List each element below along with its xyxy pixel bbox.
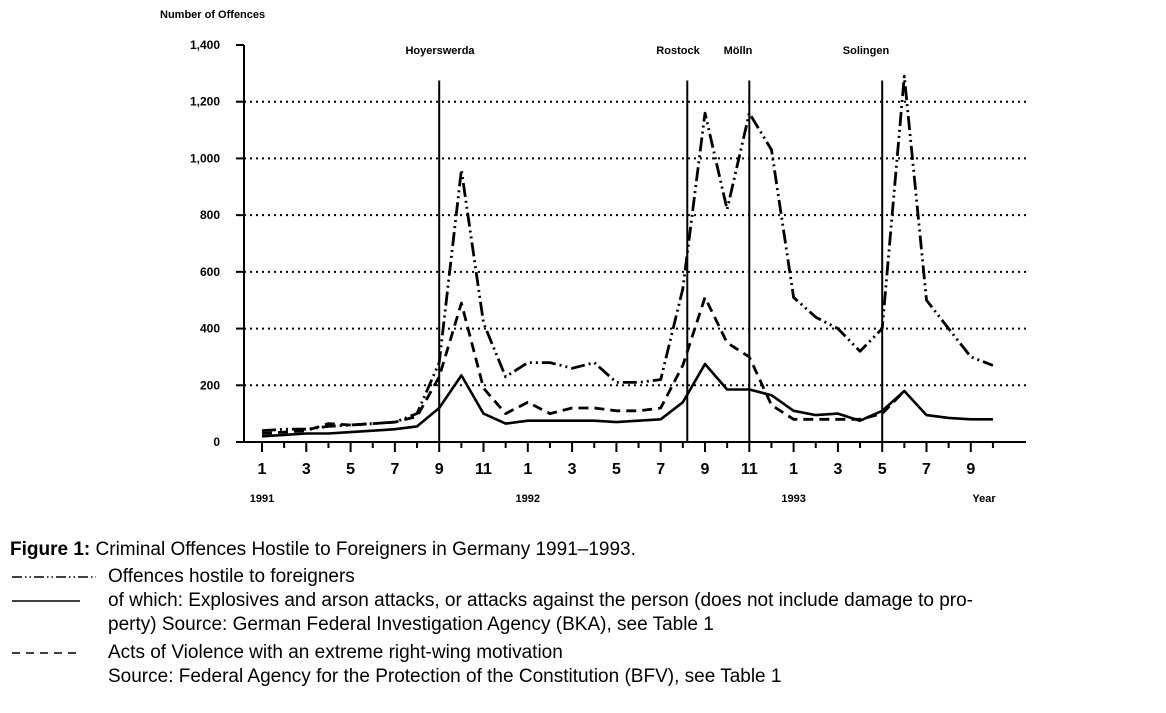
gridlines — [244, 102, 1026, 386]
event-label: Mölln — [723, 45, 753, 57]
y-tick-label: 600 — [199, 264, 220, 279]
x-axis-label: Year — [972, 493, 996, 505]
legend-right-wing-text-line2: Source: Federal Agency for the Protection of the Constitution (BFV), see Table 1 — [108, 666, 782, 687]
y-tick-label: 1,000 — [189, 151, 220, 166]
series-lines — [262, 76, 993, 436]
x-tick-label: 7 — [390, 461, 400, 478]
x-tick-label: 5 — [611, 461, 621, 478]
figure-label: Figure 1: — [10, 539, 91, 560]
legend-sample-right-wing — [12, 644, 82, 660]
legend-hostile-text: Offences hostile to foreigners — [108, 566, 355, 587]
y-tick-label: 800 — [199, 208, 220, 223]
x-tick-label: 1 — [523, 461, 533, 478]
legend-sample-hostile — [12, 568, 96, 584]
x-tick-label: 5 — [877, 461, 887, 478]
y-axis-label: Number of Offences — [160, 9, 266, 21]
x-tick-label: 7 — [656, 461, 666, 478]
x-tick-label: 9 — [700, 461, 710, 478]
year-label: 1992 — [515, 493, 541, 505]
x-tick-label: 3 — [301, 461, 311, 478]
x-tick-label: 1 — [789, 461, 799, 478]
event-label: Solingen — [842, 45, 890, 57]
series-line-hostile — [262, 76, 993, 431]
event-label: Hoyerswerda — [405, 45, 475, 57]
legend-explosives-text: of which: Explosives and arson attacks, or attacks against the person (does not include damage to pro- — [108, 590, 973, 611]
x-tick-label: 3 — [567, 461, 577, 478]
x-tick-label: 3 — [833, 461, 843, 478]
x-tick-label: 1 — [257, 461, 267, 478]
y-tick-label: 1,200 — [189, 94, 220, 109]
x-tick-label: 11 — [740, 461, 758, 478]
x-tick-label: 11 — [475, 461, 492, 478]
figure-caption-title — [10, 538, 636, 562]
legend-explosives-text-line2: perty) Source: German Federal Investigation Agency (BKA), see Table 1 — [108, 614, 714, 635]
series-line-explosives — [262, 364, 993, 436]
legend-sample-explosives — [12, 592, 80, 608]
year-label: 1991 — [249, 493, 275, 505]
event-label: Rostock — [656, 45, 700, 57]
x-tick-label: 9 — [434, 461, 444, 478]
year-label: 1993 — [781, 493, 806, 505]
y-axis — [190, 38, 244, 449]
y-tick-label: 200 — [199, 378, 220, 393]
x-tick-label: 7 — [922, 461, 931, 478]
x-tick-label: 9 — [966, 461, 976, 478]
x-axis — [244, 442, 1026, 505]
x-tick-label: 5 — [346, 461, 356, 478]
legend-right-wing-text: Acts of Violence with an extreme right-wing motivation — [108, 642, 563, 663]
y-tick-label: 1,400 — [189, 38, 220, 52]
figure-title: Criminal Offences Hostile to Foreigners in Germany 1991–1993. — [95, 539, 636, 560]
y-tick-label: 400 — [199, 321, 220, 336]
y-tick-label: 0 — [213, 435, 220, 449]
